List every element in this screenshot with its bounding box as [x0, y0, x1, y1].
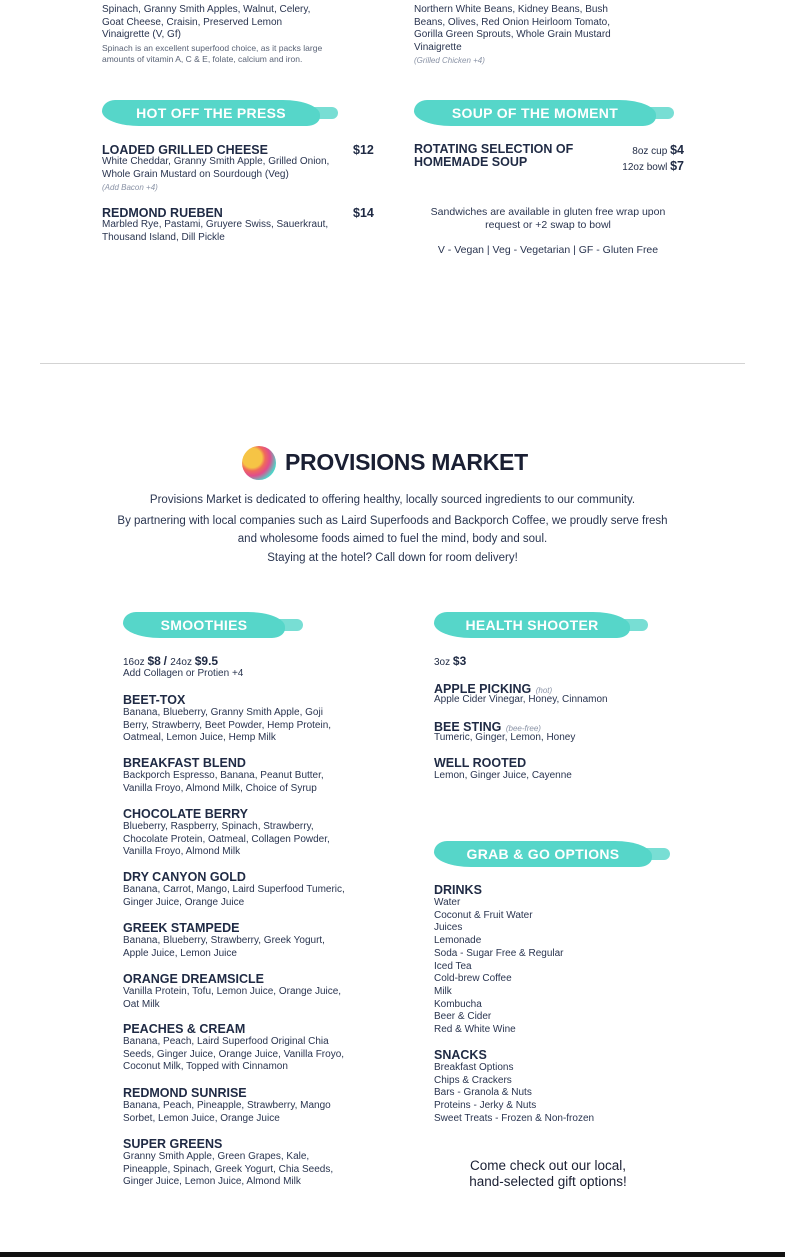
health-size: 3oz [434, 657, 451, 668]
hot-off-press-banner: HOT OFF THE PRESS [102, 100, 320, 126]
soup-banner: SOUP OF THE MOMENT [414, 100, 656, 126]
grilled-cheese-note: (Add Bacon +4) [102, 183, 158, 192]
soup-cup-size: 8oz cup [632, 146, 668, 157]
diet-legend: V - Vegan | Veg - Vegetarian | GF - Gluten Free [437, 244, 659, 256]
gift-options-callout [440, 1158, 656, 1190]
soup-cup [620, 143, 684, 157]
shooter-well-rooted-desc: Lemon, Ginger Juice, Cayenne [434, 770, 572, 781]
snack-item: Chips & Crackers [434, 1074, 512, 1086]
top-left-desc: Spinach, Granny Smith Apples, Walnut, Celery, Goat Cheese, Craisin, Preserved Lemon Vinaigrette (V, Gf) [102, 4, 311, 41]
grab-go-banner: GRAB & GO OPTIONS [434, 841, 652, 867]
rueben-desc: Marbled Rye, Pastami, Gruyere Swiss, Sauerkraut, Thousand Island, Dill Pickle [102, 219, 329, 243]
provisions-line2: By partnering with local companies such as Laird Superfoods and Backporch Coffee, we proudly serve fresh and wholesome foods aimed to fuel the mind, body and soul. [117, 515, 668, 545]
snack-item: Proteins - Jerky & Nuts [434, 1100, 537, 1112]
health-pricing [434, 654, 466, 668]
smoothie-dry-canyon-gold: DRY CANYON GOLD [123, 870, 246, 884]
gift-line-2: hand-selected gift options! [469, 1174, 627, 1189]
drink-item: Iced Tea [434, 960, 472, 972]
smoothie-price-24: $9.5 [194, 654, 219, 668]
shooter-bee-sting-desc: Tumeric, Ginger, Lemon, Honey [434, 732, 576, 743]
drink-item: Red & White Wine [434, 1024, 516, 1036]
drink-item: Coconut & Fruit Water [434, 909, 533, 921]
provisions-title: PROVISIONS MARKET [285, 449, 528, 475]
smoothie-chocolate-berry-desc: Blueberry, Raspberry, Spinach, Strawberry, Chocolate Protein, Oatmeal, Collagen Powder, Vanilla Froyo, Almond Milk [123, 821, 330, 858]
snacks-title: SNACKS [434, 1048, 487, 1062]
top-left-note: Spinach is an excellent superfood choice, as it packs large amounts of vitamin A, C & E, folate, calcium and iron. [102, 43, 323, 64]
soup-bowl-price: $7 [670, 159, 684, 173]
grilled-cheese-price: $12 [353, 143, 374, 157]
wrap-note: Sandwiches are available in gluten free wrap upon request or +2 swap to bowl [430, 206, 666, 231]
grilled-cheese-title: LOADED GRILLED CHEESE [102, 143, 268, 157]
smoothie-breakfast-blend: BREAKFAST BLEND [123, 756, 246, 770]
smoothie-beet-tox: BEET-TOX [123, 693, 186, 707]
soup-bowl-size: 12oz bowl [622, 162, 668, 173]
smoothie-peaches-cream-desc: Banana, Peach, Laird Superfood Original Chia Seeds, Ginger Juice, Orange Juice, Vanilla Froyo, Coconut Milk, Topped with Cinnamon [123, 1036, 345, 1073]
rueben-price: $14 [353, 206, 374, 220]
smoothie-orange-dreamsicle-desc: Vanilla Protein, Tofu, Lemon Juice, Orange Juice, Oat Milk [123, 986, 342, 1010]
smoothie-greek-stampede-desc: Banana, Blueberry, Strawberry, Greek Yogurt, Apple Juice, Lemon Juice [123, 935, 325, 959]
shooter-apple-picking-tag: (hot) [535, 686, 553, 695]
drink-item: Beer & Cider [434, 1011, 492, 1023]
drink-item: Lemonade [434, 935, 482, 947]
smoothie-greek-stampede: GREEK STAMPEDE [123, 921, 240, 935]
drinks-title: DRINKS [434, 883, 482, 897]
drink-item: Soda - Sugar Free & Regular [434, 947, 564, 959]
smoothie-super-greens: SUPER GREENS [123, 1137, 223, 1151]
shooter-apple-picking-title: APPLE PICKING [434, 682, 532, 696]
drink-item: Juices [434, 922, 463, 934]
snack-item: Breakfast Options [434, 1062, 514, 1073]
shooter-bee-sting-title: BEE STING [434, 720, 502, 734]
shooter-bee-sting-tag: (bee-free) [505, 724, 541, 733]
smoothie-super-greens-desc: Granny Smith Apple, Green Grapes, Kale, Pineapple, Spinach, Greek Yogurt, Chia Seeds, Ginger Juice, Lemon Juice, Almond Milk [123, 1151, 334, 1188]
snack-item: Bars - Granola & Nuts [434, 1087, 532, 1099]
soup-bowl [604, 159, 684, 173]
smoothie-size-16: 16oz [123, 657, 145, 668]
smoothies-pricing [123, 654, 218, 668]
provisions-line1: Provisions Market is dedicated to offering healthy, locally sourced ingredients to our community. [149, 494, 636, 506]
provisions-line3: Staying at the hotel? Call down for room delivery! [267, 552, 518, 564]
soup-cup-price: $4 [670, 143, 684, 157]
smoothie-price-16: $8 [147, 654, 161, 668]
provisions-logo-icon [242, 446, 276, 480]
smoothie-peaches-cream: PEACHES & CREAM [123, 1022, 246, 1036]
smoothie-redmond-sunrise: REDMOND SUNRISE [123, 1086, 247, 1100]
drink-item: Water [434, 897, 461, 908]
smoothie-orange-dreamsicle: ORANGE DREAMSICLE [123, 972, 264, 986]
shooter-well-rooted: WELL ROOTED [434, 756, 527, 770]
smoothie-addon: Add Collagen or Protien +4 [123, 668, 244, 679]
snack-item: Sweet Treats - Frozen & Non-frozen [434, 1112, 595, 1124]
bottom-edge-bar [0, 1252, 785, 1257]
health-shooter-banner: HEALTH SHOOTER [434, 612, 630, 638]
smoothie-beet-tox-desc: Banana, Blueberry, Granny Smith Apple, Goji Berry, Strawberry, Beet Powder, Hemp Protein, Oatmeal, Lemon Juice, Hemp Milk [123, 707, 332, 744]
drinks-list [434, 897, 564, 1037]
smoothies-banner: SMOOTHIES [123, 612, 285, 638]
soup-title: ROTATING SELECTION OF HOMEMADE SOUP [414, 142, 574, 169]
gift-line-1: Come check out our local, [469, 1158, 627, 1173]
top-right-desc: Northern White Beans, Kidney Beans, Bush Beans, Olives, Red Onion Heirloom Tomato, Gorilla Green Sprouts, Whole Grain Mustard Vinaigrette [414, 4, 611, 54]
smoothie-size-24: 24oz [170, 657, 192, 668]
drink-item: Cold-brew Coffee [434, 973, 512, 985]
grilled-cheese-desc: White Cheddar, Granny Smith Apple, Grilled Onion, Whole Grain Mustard on Sourdough (Veg) [102, 156, 330, 180]
section-divider [40, 363, 745, 364]
shooter-apple-picking-desc: Apple Cider Vinegar, Honey, Cinnamon [434, 694, 608, 705]
health-price: $3 [452, 654, 467, 668]
drink-item: Milk [434, 985, 452, 997]
smoothie-dry-canyon-gold-desc: Banana, Carrot, Mango, Laird Superfood Tumeric, Ginger Juice, Orange Juice [123, 884, 345, 908]
price-separator: / [163, 654, 171, 668]
rueben-title: REDMOND RUEBEN [102, 206, 223, 220]
drink-item: Kombucha [434, 998, 482, 1010]
smoothie-chocolate-berry: CHOCOLATE BERRY [123, 807, 248, 821]
smoothie-redmond-sunrise-desc: Banana, Peach, Pineapple, Strawberry, Mango Sorbet, Lemon Juice, Orange Juice [123, 1100, 331, 1124]
smoothie-breakfast-blend-desc: Backporch Espresso, Banana, Peanut Butter, Vanilla Froyo, Almond Milk, Choice of Syrup [123, 770, 324, 794]
top-right-note: (Grilled Chicken +4) [414, 56, 485, 65]
snacks-list [434, 1062, 594, 1126]
